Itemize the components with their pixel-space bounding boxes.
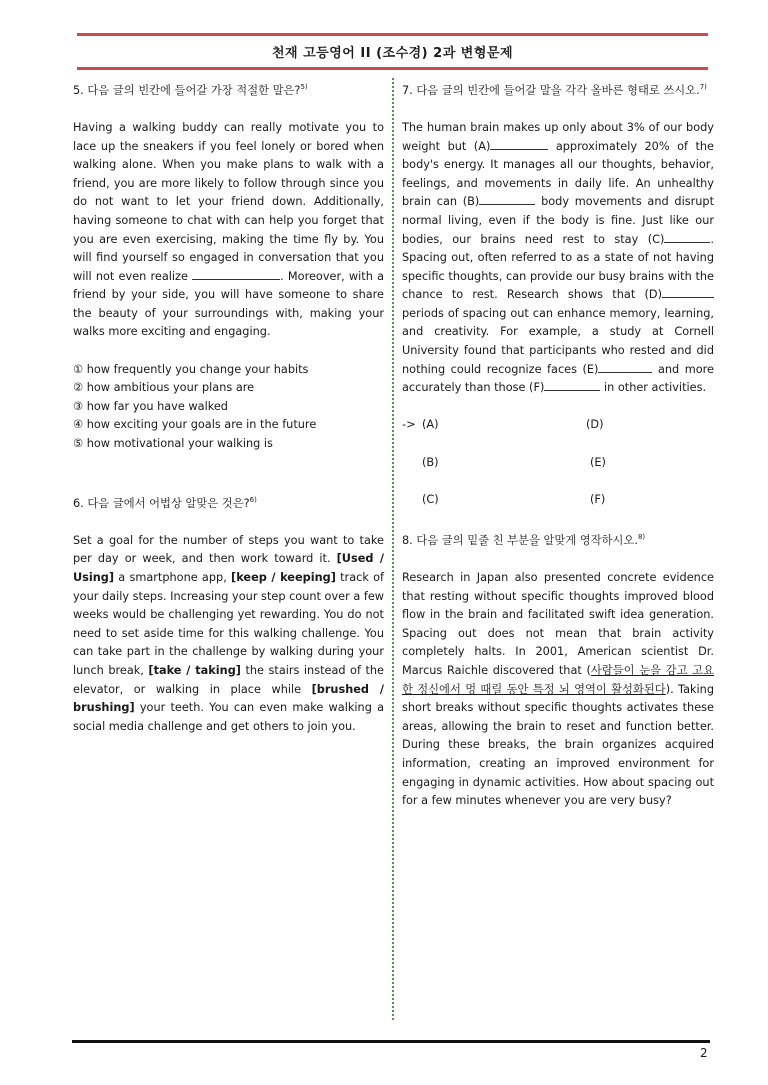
grammar-choice: [brushed / brushing]: [73, 682, 384, 715]
passage-text: Set a goal for the number of steps you want to take per day or week, and then work toward it.: [73, 533, 384, 566]
passage-text: Research in Japan also presented concrete evidence that resting without specific thoughts improved blood flow in the brain and facilitated swift idea generation. Spacing out does not mean that brain activity completely halts. In 2001, American scientist Dr. Marcus Raichle discovered that (: [402, 570, 714, 677]
answer-blank-f: [544, 380, 600, 391]
arrow-label: ->: [402, 418, 416, 432]
question-5-passage: [73, 119, 384, 342]
option-1: ① how frequently you change your habits: [73, 362, 309, 376]
answer-label-e: (E): [590, 455, 606, 469]
passage-text: Having a walking buddy can really motivate you to lace up the sneakers if you feel lonely or bored when walking alone. When you make plans to walk with a friend, you are more likely to follow through since you do not want to let your friend down. Additionally, having someone to chat with can help you forget that you are even exercising, making the time fly by. You will find yourself so engaged in conversation that you will not even realize: [73, 120, 384, 283]
question-5-text: 5. 다음 글의 빈칸에 들어갈 가장 적절한 말은?: [73, 83, 301, 97]
option-2: ② how ambitious your plans are: [73, 381, 255, 395]
question-8-prompt: [402, 528, 714, 550]
passage-text: and more accurately than those (F): [402, 362, 714, 395]
passage-text: the stairs instead of the elevator, or walking in place while: [73, 663, 384, 696]
answer-blank-d: [662, 287, 714, 298]
question-7-text: 7. 다음 글의 빈칸에 들어갈 말을 각각 올바른 형태로 쓰시오.: [402, 83, 700, 97]
header-bottom-rule: [77, 67, 708, 70]
answer-blank-b: [479, 194, 535, 205]
question-7-prompt: [402, 78, 714, 100]
grammar-choice: [Used / Using]: [73, 552, 384, 584]
option-3: ③ how far you have walked: [73, 399, 228, 413]
answer-area: [402, 416, 714, 509]
passage-text: . Moreover, with a friend by your side, you will have someone to share the beauty of your surroundings with, making your walks more exciting and engaging.: [73, 269, 384, 339]
option-5: ⑤ how motivational your walking is: [73, 437, 273, 451]
question-7-passage: [402, 119, 714, 398]
passage-text: track of your daily steps. Increasing your step count over a few weeks would be challenging yet rewarding. You do not need to set aside time for this walking challenge. You can take part in the challenge by walking during your lunch break,: [73, 570, 385, 677]
answer-label-a: (A): [422, 418, 439, 432]
column-divider: [392, 78, 394, 1020]
answer-label-c: (C): [422, 492, 439, 506]
question-8-passage: [402, 569, 714, 811]
passage-text: . Spacing out, often referred to as a state of not having specific thoughts, can provide our busy brains with the chance to rest. Research shows that (D): [402, 232, 714, 302]
answer-blank-a: [490, 139, 548, 150]
footer-rule: [72, 1040, 710, 1043]
left-column: [73, 78, 384, 736]
answer-row: [402, 491, 714, 510]
question-5-prompt: [73, 78, 384, 100]
passage-text: periods of spacing out can enhance memory, learning, and creativity. For example, a study at Cornell University found that participants who rested and did nothing could recognize faces (E): [402, 306, 714, 376]
answer-row: [402, 416, 714, 435]
answer-label-d: (D): [586, 418, 604, 432]
footnote-marker: 5): [300, 83, 308, 91]
answer-blank-c: [664, 232, 710, 243]
passage-text: body movements and disrupt normal living, even if the body is fine. Just like our bodies, our brains need rest to stay (C): [402, 195, 715, 246]
answer-row: [402, 454, 714, 473]
grammar-choice: [keep / keeping]: [231, 570, 336, 584]
passage-text: The human brain makes up only about 3% of our body weight but (A): [402, 120, 714, 153]
question-5-options: [73, 361, 384, 454]
passage-text: your teeth. You can even make walking a social media challenge and get others to join you.: [73, 701, 384, 733]
grammar-choice: [take / taking]: [148, 663, 241, 677]
passage-text: approximately 20% of the body's energy. It manages all our thoughts, behavior, feelings, and movements in daily life. An unhealthy brain can (B): [402, 139, 714, 209]
right-column: [402, 78, 714, 811]
header-top-rule: [77, 33, 708, 36]
question-6-passage: [73, 532, 384, 737]
footnote-marker: 6): [249, 495, 257, 504]
page-number: 2: [700, 1046, 708, 1060]
answer-blank-e: [598, 362, 652, 373]
passage-text: ). Taking short breaks without specific thoughts activates these areas, allowing the brain to reset and function better. During these breaks, the brain organizes acquired information, creating an improved environment for engaging in dynamic activities. How about spacing out for a few minutes whenever you are very busy?: [402, 682, 714, 808]
footnote-marker: 7): [699, 83, 707, 91]
passage-text: in other activities.: [600, 381, 707, 395]
option-4: ④ how exciting your goals are in the future: [73, 418, 317, 432]
question-8-text: 8. 다음 글의 밑줄 친 부분을 알맞게 영작하시오.: [402, 533, 638, 547]
answer-label-b: (B): [422, 455, 439, 469]
question-6-text: 6. 다음 글에서 어법상 알맞은 것은?: [73, 496, 250, 510]
answer-label-f: (F): [590, 492, 606, 506]
underlined-korean-phrase: 사람들이 눈을 감고 고요한 정신에서 멍 때릴 동안 특정 뇌 영역이 활성화된다: [402, 663, 714, 696]
answer-blank: [192, 269, 280, 280]
footnote-marker: 8): [637, 533, 646, 542]
question-6-prompt: [73, 491, 384, 513]
passage-text: a smartphone app,: [114, 570, 232, 584]
page-title: 천재 고등영어 II (조수경) 2과 변형문제: [271, 46, 514, 61]
